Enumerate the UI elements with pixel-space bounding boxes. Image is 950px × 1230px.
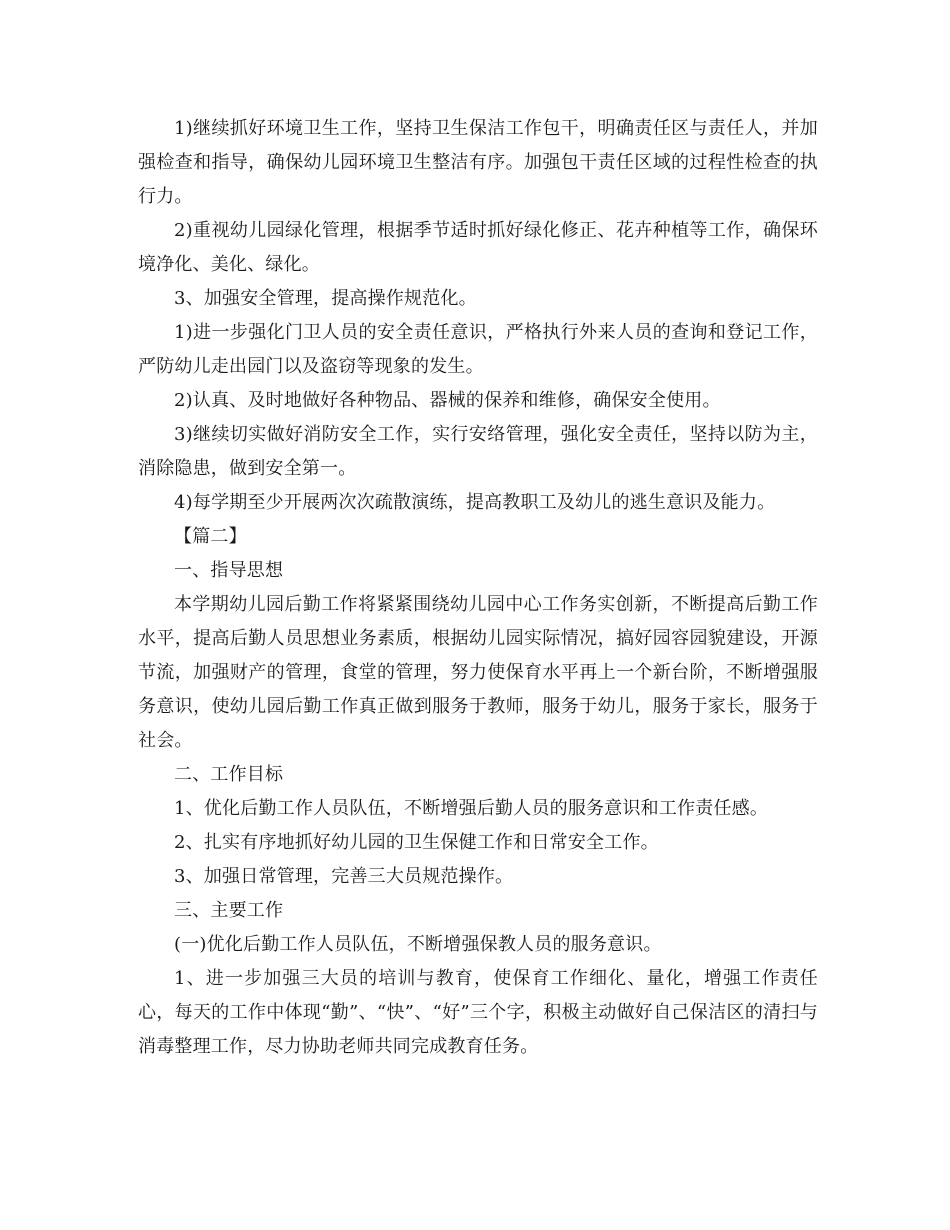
section-heading: 【篇二】: [174, 526, 247, 547]
section-heading: 三、主要工作: [174, 900, 284, 921]
paragraph: 3)继续切实做好消防安全工作，实行安络管理，强化安全责任，坚持以防为主，消除隐患，做到安全第一。: [138, 424, 818, 479]
paragraph: 1)进一步强化门卫人员的安全责任意识，严格执行外来人员的查询和登记工作，严防幼儿走出园门以及盗窃等现象的发生。: [138, 322, 818, 377]
paragraph: 3、加强日常管理，完善三大员规范操作。: [174, 866, 514, 887]
paragraph: (一)优化后勤工作人员队伍，不断增强保教人员的服务意识。: [174, 934, 662, 955]
paragraph: 2)重视幼儿园绿化管理，根据季节适时抓好绿化修正、花卉种植等工作，确保环境净化、美化、绿化。: [138, 220, 818, 275]
paragraph: 3、加强安全管理，提高操作规范化。: [174, 288, 477, 309]
document-body: [138, 112, 818, 1064]
paragraph: 2、扎实有序地抓好幼儿园的卫生保健工作和日常安全工作。: [174, 832, 659, 853]
section-heading: 一、指导思想: [174, 560, 284, 581]
paragraph: 2)认真、及时地做好各种物品、器械的保养和维修，确保安全使用。: [174, 390, 721, 411]
section-heading: 二、工作目标: [174, 764, 284, 785]
paragraph: 1、优化后勤工作人员队伍，不断增强后勤人员的服务意识和工作责任感。: [174, 798, 769, 819]
paragraph: 1、进一步加强三大员的培训与教育，使保育工作细化、量化，增强工作责任心，每天的工作中体现“勤”、“快”、“好”三个字，积极主动做好自己保洁区的清扫与消毒整理工作，尽力协助老师共同完成教育任务。: [138, 968, 818, 1057]
paragraph: 1)继续抓好环境卫生工作，坚持卫生保洁工作包干，明确责任区与责任人，并加强检查和指导，确保幼儿园环境卫生整洁有序。加强包干责任区域的过程性检查的执行力。: [138, 118, 818, 207]
paragraph: 本学期幼儿园后勤工作将紧紧围绕幼儿园中心工作务实创新，不断提高后勤工作水平，提高后勤人员思想业务素质，根据幼儿园实际情况，搞好园容园貌建设，开源节流，加强财产的管理，食堂的管理，努力使保育水平再上一个新台阶，不断增强服务意识，使幼儿园后勤工作真正做到服务于教师，服务于幼儿，服务于家长，服务于社会。: [138, 594, 818, 751]
paragraph: 4)每学期至少开展两次次疏散演练，提高教职工及幼儿的逃生意识及能力。: [174, 492, 776, 513]
